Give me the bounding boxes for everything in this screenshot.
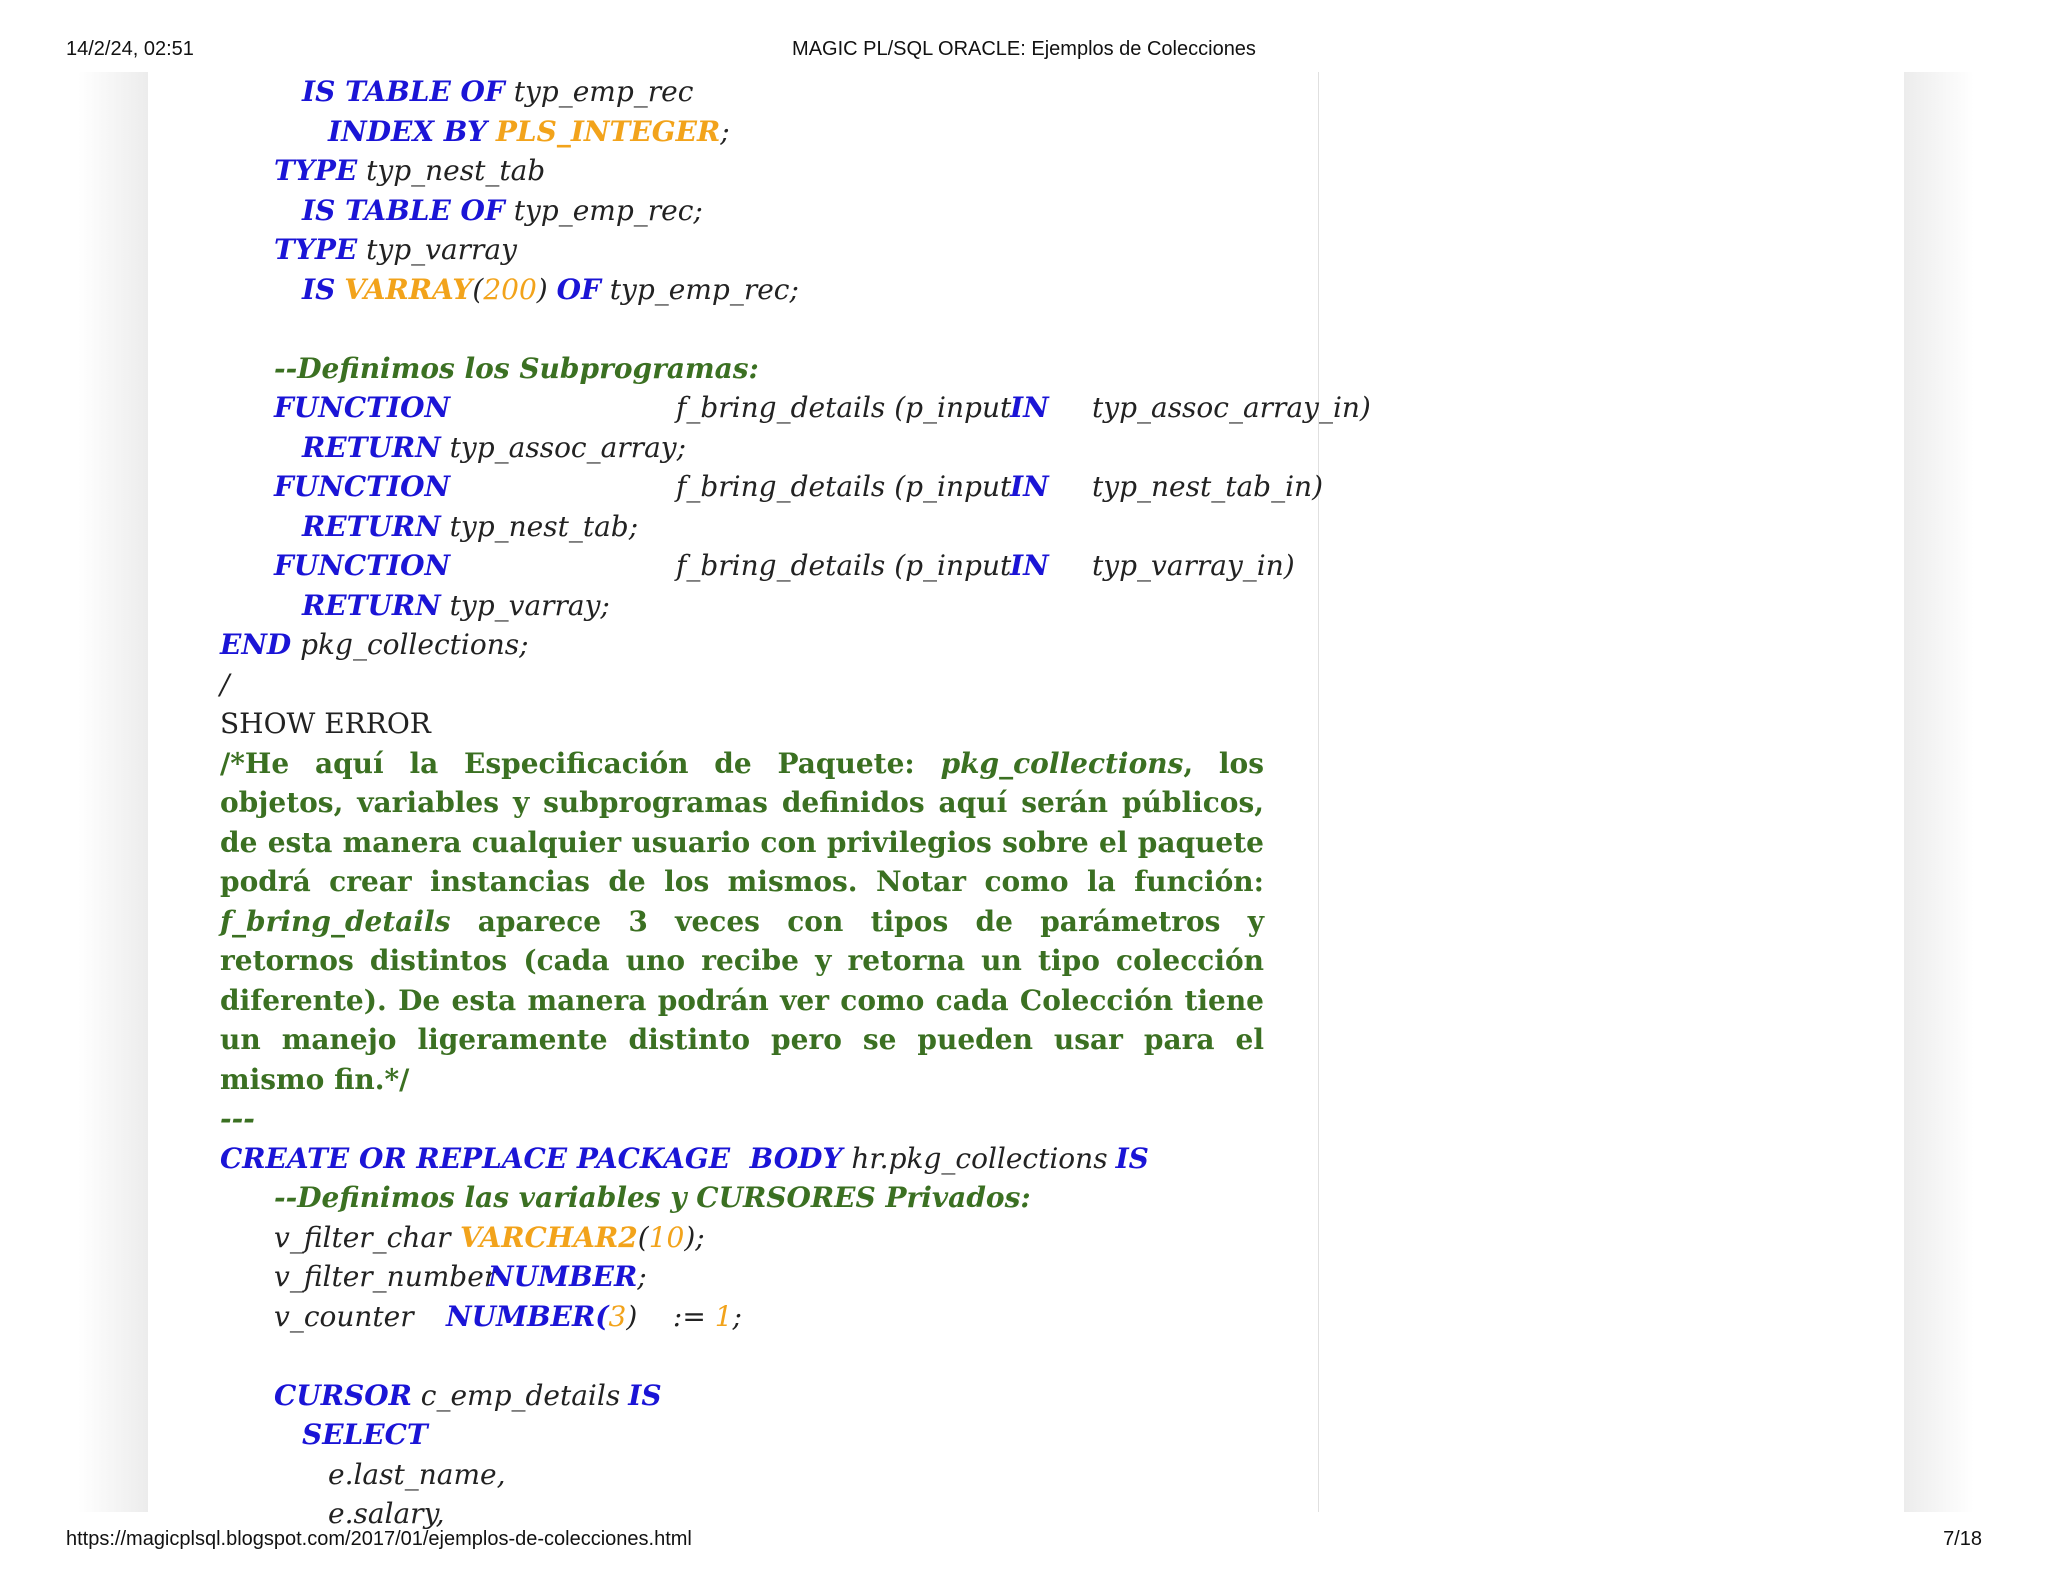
code-line — [220, 1218, 1270, 1258]
code-line — [220, 230, 1270, 270]
identifier: f_bring_details (p_input — [676, 391, 1012, 424]
explanatory-comment — [220, 744, 1264, 1100]
code-line — [220, 1376, 1270, 1416]
punctuation: ; — [732, 1299, 742, 1333]
keyword: FUNCTION — [274, 549, 451, 582]
identifier: typ_emp_rec; — [513, 193, 703, 227]
keyword: RETURN — [302, 430, 441, 464]
keyword: IS TABLE OF — [302, 193, 505, 227]
code-line — [220, 1178, 1270, 1218]
keyword: CREATE OR REPLACE PACKAGE BODY — [220, 1141, 843, 1175]
number-literal: 200 — [483, 272, 537, 306]
identifier: typ_assoc_array_in) — [1092, 391, 1371, 424]
keyword: IS TABLE OF — [302, 75, 505, 108]
identifier: hr.pkg_collections — [851, 1141, 1108, 1175]
print-footer-page-number: 7/18 — [1943, 1528, 1982, 1550]
code-line — [220, 72, 1270, 112]
identifier: typ_emp_rec; — [609, 272, 799, 306]
code-line — [220, 1139, 1270, 1179]
keyword: INDEX BY — [328, 114, 487, 148]
number-literal: 10 — [648, 1220, 685, 1254]
punctuation: ) — [536, 272, 548, 306]
keyword: IN — [1010, 549, 1049, 582]
identifier: v_filter_char — [274, 1220, 451, 1254]
slash-terminator: / — [220, 667, 230, 701]
type-name: PLS_INTEGER — [495, 114, 721, 148]
identifier: typ_assoc_array; — [449, 430, 687, 464]
identifier: f_bring_details (p_input — [676, 549, 1012, 582]
keyword: NUMBER — [488, 1260, 638, 1293]
code-comment: --Definimos los Subprogramas: — [274, 351, 759, 385]
keyword: RETURN — [302, 509, 441, 543]
code-line — [220, 388, 1371, 428]
comment-text: aparece 3 veces con tipos de parámetros y retornos distintos (cada uno recibe y retorna un tipo colección diferente). De esta manera podrán ver como cada Colección tiene un manejo ligeramente distinto pero se pueden usar para el mismo fin.*/ — [220, 904, 1264, 1096]
keyword: IS — [628, 1378, 662, 1412]
print-header-date: 14/2/24, 02:51 — [66, 38, 194, 60]
keyword: FUNCTION — [274, 391, 451, 424]
comment-emphasis: f_bring_details — [220, 904, 451, 938]
keyword: IS — [1115, 1141, 1149, 1175]
comment-text: , los objetos, variables y subprogramas definidos aquí serán públicos, de esta manera cualquier usuario con privilegios sobre el paquete podrá crear instancias de los mismos. Notar como la función: — [220, 746, 1265, 898]
print-header-title: MAGIC PL/SQL ORACLE: Ejemplos de Colecciones — [792, 38, 1256, 60]
keyword: IS — [302, 272, 336, 306]
page-shadow-right — [1904, 72, 1974, 1512]
identifier: v_counter — [274, 1299, 414, 1333]
code-line — [220, 1455, 1270, 1495]
keyword: SELECT — [302, 1418, 428, 1451]
identifier: typ_nest_tab_in) — [1092, 470, 1323, 503]
identifier: f_bring_details (p_input — [676, 470, 1012, 503]
comment-text: /*He aquí la Especificación de Paquete: — [220, 746, 941, 780]
identifier: typ_nest_tab — [366, 154, 546, 187]
keyword: TYPE — [274, 233, 358, 266]
identifier: typ_varray_in) — [1092, 549, 1295, 582]
identifier: e.salary, — [328, 1497, 445, 1530]
code-line — [220, 191, 1270, 231]
identifier: typ_nest_tab; — [449, 509, 639, 543]
code-line — [220, 112, 1270, 152]
code-line — [220, 546, 1295, 586]
keyword: NUMBER( — [446, 1299, 609, 1333]
number-literal: 3 — [608, 1299, 627, 1333]
number-literal: 1 — [714, 1299, 733, 1333]
print-footer-url: https://magicplsql.blogspot.com/2017/01/ejemplos-de-colecciones.html — [66, 1528, 692, 1550]
keyword: RETURN — [302, 588, 441, 622]
code-line — [220, 467, 1323, 507]
code-line — [220, 586, 1270, 626]
keyword: IN — [1010, 470, 1049, 503]
assignment-operator: ) := — [626, 1299, 706, 1333]
code-line — [220, 665, 1270, 705]
punctuation: ( — [472, 272, 484, 306]
identifier: v_filter_number — [274, 1260, 498, 1293]
code-line — [220, 704, 1270, 744]
code-line — [220, 1099, 1270, 1139]
identifier: typ_varray — [366, 233, 517, 266]
keyword: TYPE — [274, 154, 358, 187]
keyword: OF — [556, 272, 601, 306]
code-line — [220, 1257, 1270, 1297]
code-comment: --Definimos las variables y CURSORES Privados: — [274, 1181, 1031, 1214]
keyword: CURSOR — [274, 1378, 412, 1412]
page-shadow-left — [78, 72, 148, 1512]
code-line — [220, 625, 1270, 665]
keyword: IN — [1010, 391, 1049, 424]
blank-line — [220, 1336, 1270, 1376]
punctuation: ); — [684, 1220, 705, 1254]
code-line — [220, 349, 1270, 389]
punctuation: ; — [720, 114, 730, 148]
code-line — [220, 428, 1270, 468]
comment-emphasis: pkg_collections — [940, 746, 1184, 780]
identifier: e.last_name, — [328, 1457, 506, 1491]
code-line — [220, 1415, 1270, 1455]
identifier: typ_varray; — [449, 588, 610, 622]
code-line — [220, 151, 1270, 191]
code-comment: --- — [220, 1102, 255, 1135]
identifier: c_emp_details — [420, 1378, 621, 1412]
blank-line — [220, 309, 1270, 349]
identifier: typ_emp_rec — [513, 75, 694, 108]
code-line — [220, 270, 1270, 310]
type-name: VARRAY — [344, 272, 473, 306]
identifier: pkg_collections; — [300, 628, 529, 661]
code-line — [220, 1297, 1270, 1337]
type-name: VARCHAR2 — [460, 1220, 638, 1254]
column-divider — [1318, 72, 1319, 1512]
code-block — [220, 72, 1371, 1534]
punctuation: ; — [637, 1260, 647, 1293]
keyword: FUNCTION — [274, 470, 451, 503]
code-line — [220, 507, 1270, 547]
show-error-command: SHOW ERROR — [220, 707, 431, 740]
keyword: END — [220, 628, 292, 661]
punctuation: ( — [637, 1220, 649, 1254]
